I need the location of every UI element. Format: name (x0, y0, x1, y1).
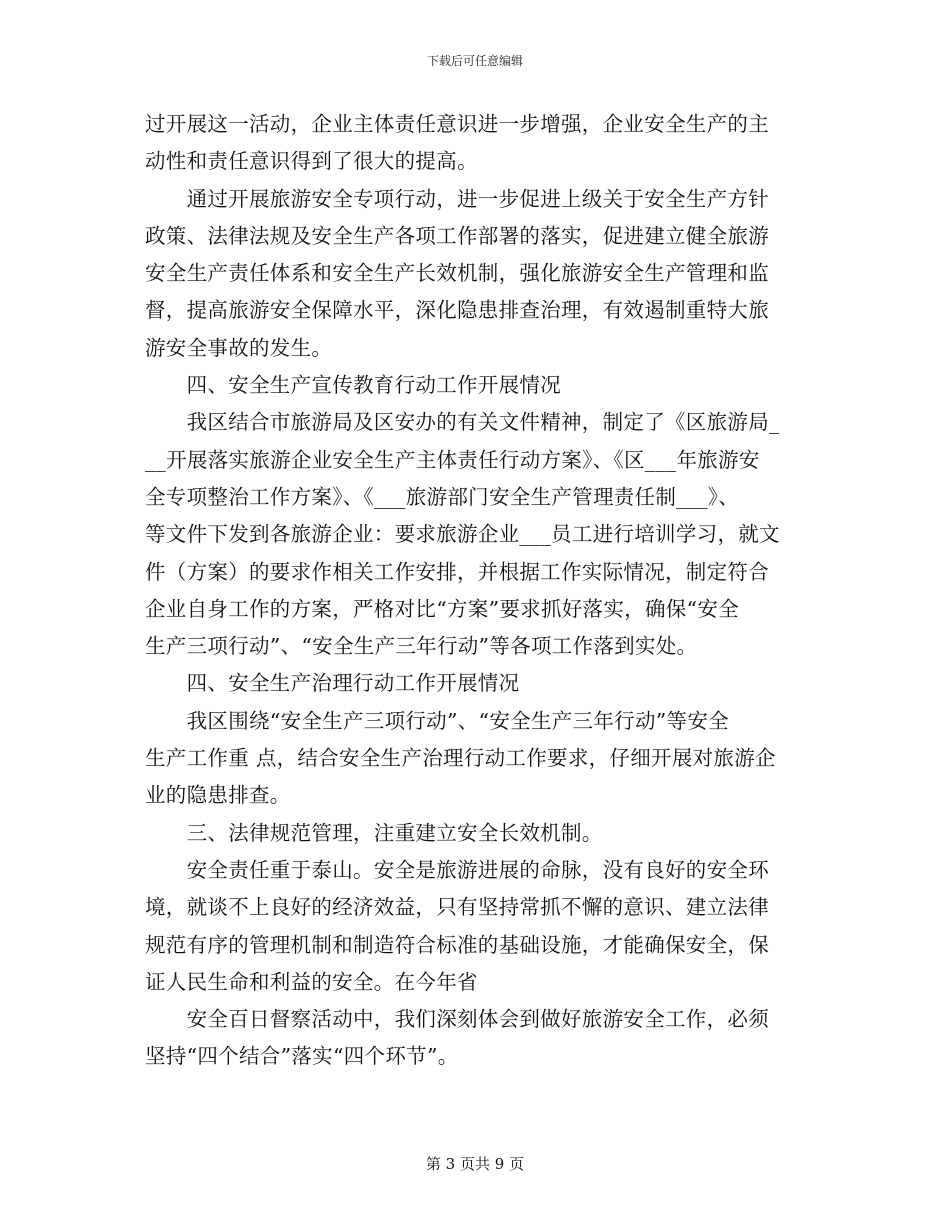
page-number-footer: 第 3 页共 9 页 (425, 1155, 525, 1173)
body-line: 通过开展旅游安全专项行动，进一步促进上级关于安全生产方针 (145, 186, 769, 211)
section-heading: 三、法律规范管理，注重建立安全长效机制。 (145, 820, 603, 845)
body-line: 过开展这一活动，企业主体责任意识进一步增强，企业安全生产的主 (145, 112, 769, 136)
body-line: 境，就谈不上良好的经济效益，只有坚持常抓不懈的意识、建立法律 (145, 895, 769, 920)
body-line: 等文件下发到各旅游企业：要求旅游企业___员工进行培训学习，就文 (145, 522, 780, 547)
body-line: 动性和责任意识得到了很大的提高。 (145, 149, 478, 174)
body-line: 企业自身工作的方案，严格对比“方案”要求抓好落实，确保“安全 (145, 596, 739, 621)
body-line: 我区围绕“安全生产三项行动”、“安全生产三年行动”等安全 (145, 708, 729, 733)
section-heading: 四、安全生产宣传教育行动工作开展情况 (145, 373, 561, 398)
document-body (145, 106, 807, 1076)
body-line: 督，提高旅游安全保障水平，深化隐患排查治理，有效遏制重特大旅 (145, 298, 769, 323)
page-header-note: 下载后可任意编辑 (426, 54, 523, 68)
body-line: 安全百日督察活动中，我们深刻体会到做好旅游安全工作，必须 (145, 1007, 769, 1032)
body-line: 游安全事故的发生。 (145, 335, 333, 360)
body-line: 我区结合市旅游局及区安办的有关文件精神，制定了《区旅游局_ (145, 410, 780, 435)
body-line: 生产工作重 点，结合安全生产治理行动工作要求，仔细开展对旅游企 (145, 746, 776, 771)
body-line: 政策、法律法规及安全生产各项工作部署的落实，促进建立健全旅游 (145, 223, 769, 248)
body-line: 坚持“四个结合”落实“四个环节”。 (145, 1044, 459, 1069)
body-line: 业的隐患排查。 (145, 783, 291, 808)
body-line: 件（方案）的要求作相关工作安排，并根据工作实际情况，制定符合 (145, 559, 769, 584)
body-line: 全专项整治工作方案》、《___旅游部门安全生产管理责任制___》、 (145, 484, 740, 509)
body-line: 安全生产责任体系和安全生产长效机制，强化旅游安全生产管理和监 (145, 261, 769, 286)
body-line: __开展落实旅游企业安全生产主体责任行动方案》、《区___年旅游安 (145, 447, 760, 472)
body-line: 生产三项行动”、“安全生产三年行动”等各项工作落到实处。 (145, 634, 698, 659)
body-line: 规范有序的管理机制和制造符合标准的基础设施，才能确保安全，保 (145, 932, 769, 957)
section-heading: 四、安全生产治理行动工作开展情况 (145, 671, 520, 696)
body-line: 证人民生命和利益的安全。在今年省 (145, 969, 478, 994)
body-line: 安全责任重于泰山。安全是旅游进展的命脉，没有良好的安全环 (145, 857, 769, 882)
